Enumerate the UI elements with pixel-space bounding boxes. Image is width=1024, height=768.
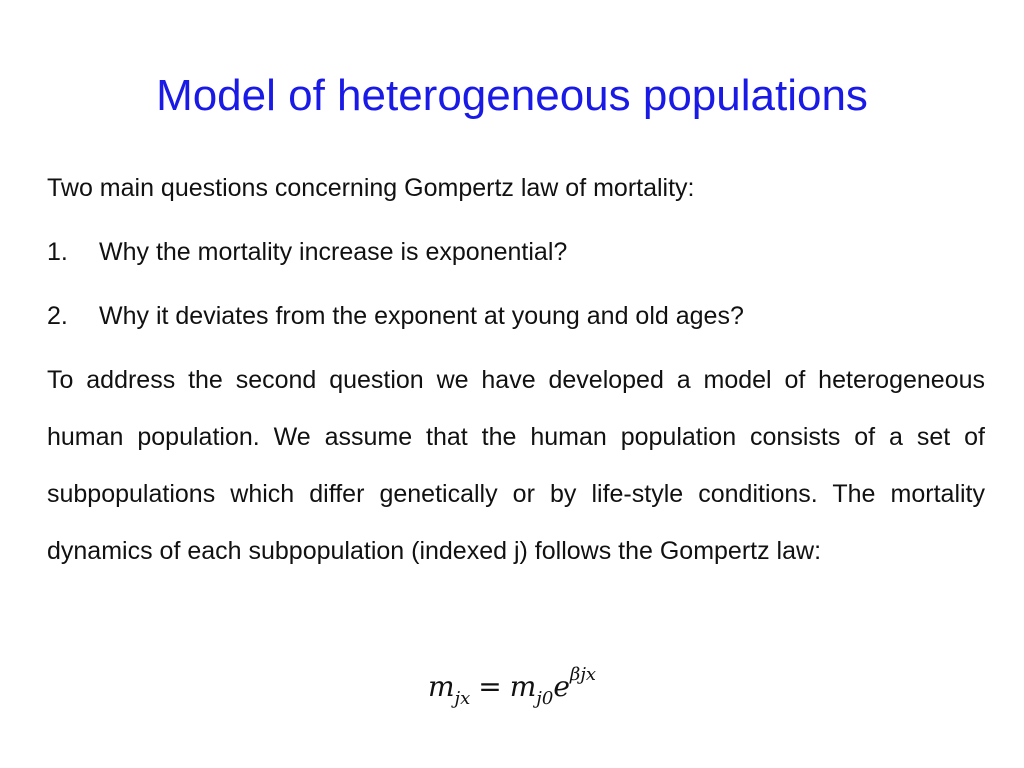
list-item	[47, 232, 985, 272]
slide-body	[47, 168, 985, 580]
formula-exp-sup: βjx	[569, 664, 597, 685]
slide-title: Model of heterogeneous populations	[156, 71, 868, 120]
formula-equals: =	[478, 670, 502, 703]
formula-lhs-base: m	[427, 670, 455, 703]
list-text: Why the mortality increase is exponential?	[99, 238, 568, 266]
list-number: 2.	[47, 302, 68, 330]
model-paragraph: To address the second question we have developed a model of heterogeneous human population. We assume that the human population consists of a set of subpopulations which differ genetically or by life-style conditions. The mortality dynamics of each subpopulation (indexed j) follows the Gompertz law:	[47, 366, 985, 565]
gompertz-formula	[0, 664, 1024, 709]
formula-rhs-sub: j0	[536, 688, 554, 709]
list-number: 1.	[47, 238, 68, 266]
formula-exp-base: e	[553, 670, 570, 703]
formula-lhs-sub: jx	[454, 688, 471, 709]
formula-rhs-base: m	[509, 670, 537, 703]
list-text: Why it deviates from the exponent at young and old ages?	[99, 302, 744, 330]
list-item	[47, 296, 985, 336]
intro-text: Two main questions concerning Gompertz law of mortality:	[47, 174, 695, 202]
